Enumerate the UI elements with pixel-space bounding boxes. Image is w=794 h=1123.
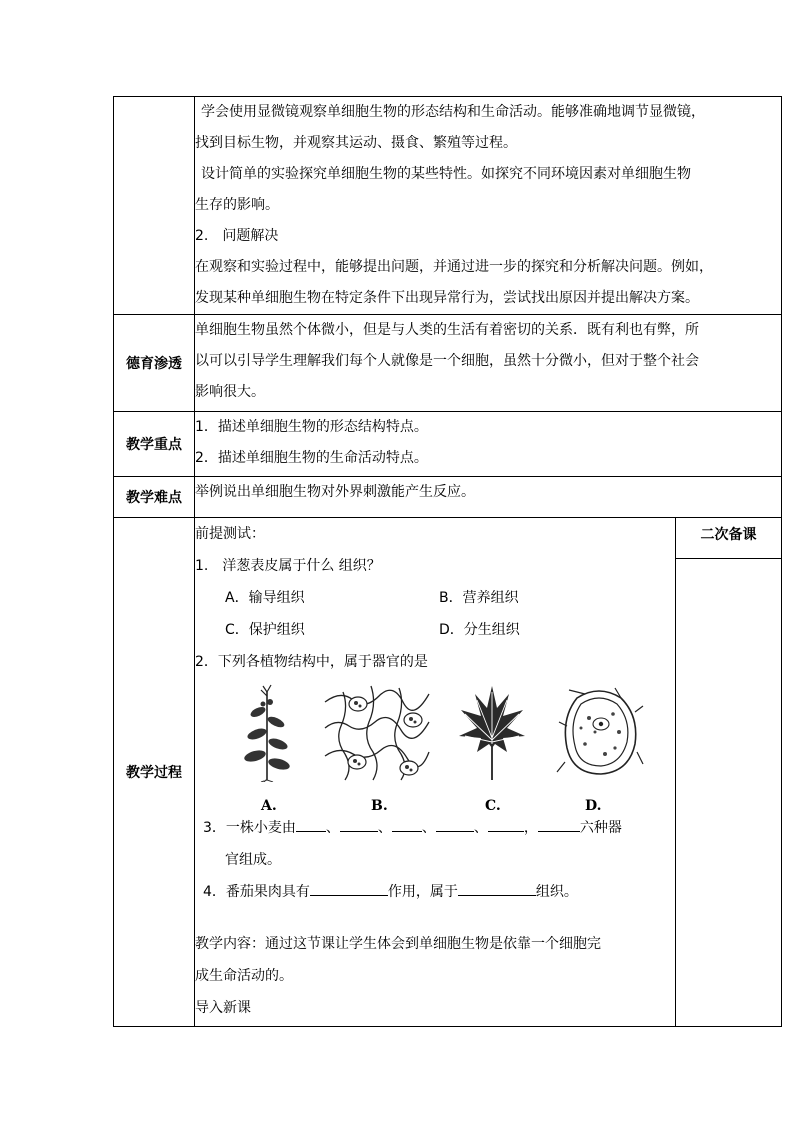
objectives-line: 在观察和实验过程中，能够提出问题，并通过进一步的探究和分析解决问题。例如， xyxy=(195,259,713,275)
option-a: A．输导组织 xyxy=(225,590,305,606)
separator: 、 xyxy=(377,820,392,836)
question-4-middle: 作用，属于 xyxy=(387,884,458,900)
question-4-end: 组织。 xyxy=(535,884,578,900)
answer-blank[interactable] xyxy=(458,879,536,896)
key-points-label: 教学重点 xyxy=(114,412,195,477)
objectives-row xyxy=(114,97,782,315)
separator: 、 xyxy=(325,820,340,836)
question-4-text: 4．番茄果肉具有 xyxy=(203,884,310,900)
question-3-continued: 官组成。 xyxy=(225,852,281,868)
figure-label-a: A. xyxy=(261,798,277,814)
secondary-prep-cell xyxy=(676,518,782,1027)
secondary-prep-header: 二次备课 xyxy=(676,518,781,559)
objectives-line: 生存的影响。 xyxy=(195,197,279,213)
option-d: D．分生组织 xyxy=(439,622,520,638)
answer-blank[interactable] xyxy=(436,815,474,832)
question-1-options-row2 xyxy=(195,614,675,646)
separator: ， xyxy=(523,820,538,836)
intro-heading: 导入新课 xyxy=(195,1000,251,1016)
figure-label-b: B. xyxy=(371,798,388,814)
plant-figure-d xyxy=(555,682,645,782)
figure-label-c: C. xyxy=(485,798,501,814)
question-4 xyxy=(195,876,675,908)
process-cell xyxy=(195,518,676,1027)
question-3-text: 3．一株小麦由 xyxy=(203,820,296,836)
objectives-line: 学会使用显微镜观察单细胞生物的形态结构和生命活动。能够准确地调节显微镜， xyxy=(201,104,705,120)
key-point-line: 2．描述单细胞生物的生命活动特点。 xyxy=(195,450,428,466)
teaching-content-line: 教学内容：通过这节课让学生体会到单细胞生物是依靠一个细胞完 xyxy=(195,936,601,952)
plant-figure-c xyxy=(457,682,527,782)
difficulty-cell xyxy=(195,477,782,518)
process-row xyxy=(114,518,782,1027)
moral-line: 影响很大。 xyxy=(195,384,265,400)
option-b: B．营养组织 xyxy=(439,590,519,606)
difficulty-row xyxy=(114,477,782,518)
difficulty-line: 举例说出单细胞生物对外界刺激能产生反应。 xyxy=(195,484,475,500)
moral-line: 单细胞生物虽然个体微小，但是与人类的生活有着密切的关系．既有利也有弊，所 xyxy=(195,322,699,338)
difficulty-label: 教学难点 xyxy=(114,477,195,518)
objectives-line: 找到目标生物，并观察其运动、摄食、繁殖等过程。 xyxy=(195,135,517,151)
moral-label: 德育渗透 xyxy=(114,315,195,412)
option-c: C．保护组织 xyxy=(225,622,305,638)
moral-row xyxy=(114,315,782,412)
key-point-line: 1．描述单细胞生物的形态结构特点。 xyxy=(195,419,428,435)
spacer xyxy=(195,908,675,928)
objectives-cell xyxy=(195,97,782,315)
answer-blank[interactable] xyxy=(538,815,580,832)
plant-figure-a xyxy=(237,682,297,782)
pretest-heading: 前提测试： xyxy=(195,526,265,542)
question-2: 2．下列各植物结构中，属于器官的是 xyxy=(195,654,428,670)
answer-blank[interactable] xyxy=(392,815,422,832)
lesson-plan-table xyxy=(113,96,782,1027)
moral-line: 以可以引导学生理解我们每个人就像是一个细胞，虽然十分微小，但对于整个社会 xyxy=(195,353,699,369)
question-3-end: 六种器 xyxy=(579,820,622,836)
objectives-line: 设计简单的实验探究单细胞生物的某些特性。如探究不同环境因素对单细胞生物 xyxy=(201,166,691,182)
objectives-line: 发现某种单细胞生物在特定条件下出现异常行为，尝试找出原因并提出解决方案。 xyxy=(195,290,699,306)
key-points-cell xyxy=(195,412,782,477)
question-1: 1. 洋葱表皮属于什么 组织？ xyxy=(195,558,381,574)
answer-blank[interactable] xyxy=(296,815,326,832)
key-points-row xyxy=(114,412,782,477)
question-2-figures xyxy=(195,682,675,812)
process-label: 教学过程 xyxy=(114,518,195,1027)
separator: 、 xyxy=(421,820,436,836)
objectives-label-cell xyxy=(114,97,195,315)
answer-blank[interactable] xyxy=(310,879,388,896)
figure-label-d: D. xyxy=(585,798,602,814)
question-1-options-row1 xyxy=(195,582,675,614)
objectives-subheading: 2. 问题解决 xyxy=(195,228,279,244)
moral-cell xyxy=(195,315,782,412)
teaching-content-line: 成生命活动的。 xyxy=(195,968,293,984)
plant-figure-b xyxy=(323,682,431,782)
separator: 、 xyxy=(473,820,488,836)
